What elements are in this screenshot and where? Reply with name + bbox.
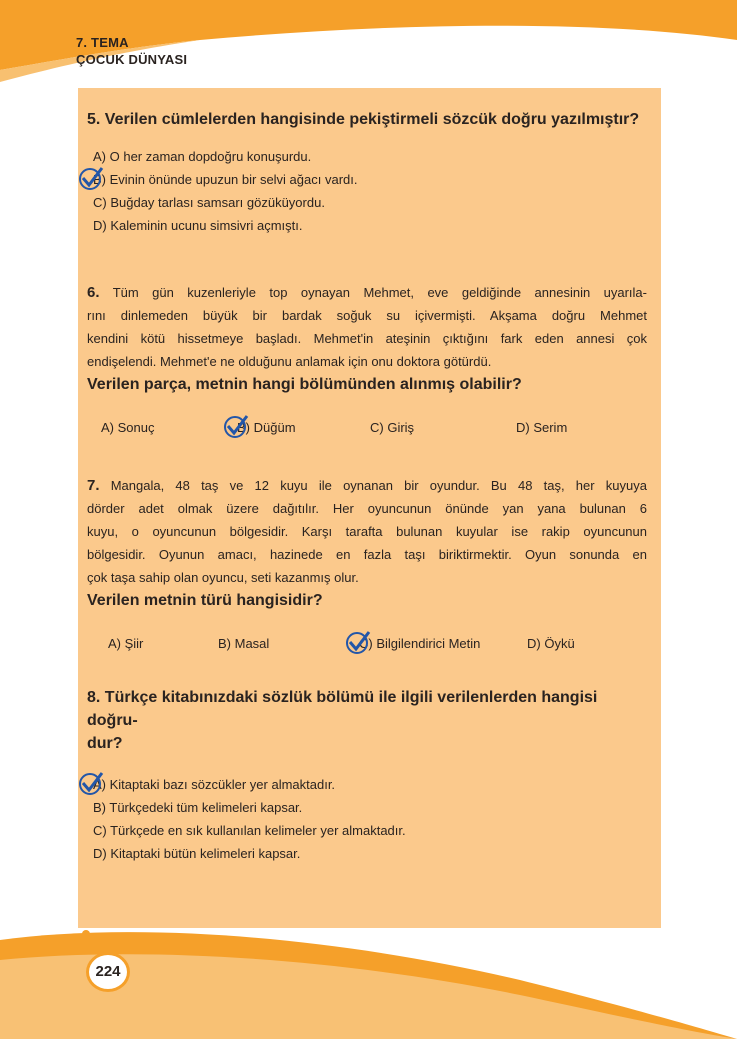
theme-label: 7. TEMA [76, 35, 129, 50]
q6-line-4: endişelendi. Mehmet'e ne olduğunu anlamak için onu doktora götürdü. [87, 354, 492, 369]
q8-option-b[interactable]: B) Türkçedeki tüm kelimeleri kapsar. [93, 800, 303, 815]
q7-option-c-text: C) Bilgilendirici Metin [359, 636, 481, 651]
q8-option-c[interactable]: C) Türkçede en sık kullanılan kelimeler yer almaktadır. [93, 823, 406, 838]
q5-options [87, 145, 647, 237]
q7-line-3: kuyu, o oyuncunun bölgesidir. Karşı tarafta bulunan kuyular ise rakip oyuncunun [87, 524, 647, 539]
q7-options [87, 632, 647, 656]
q8-options [87, 773, 647, 865]
questions [87, 108, 647, 865]
q7-line-4: bölgesidir. Oyunun amacı, hazinede en fazla taşı biriktirmektir. Oyun sonunda en [87, 547, 647, 562]
q5-option-b-text: B) Evinin önünde upuzun bir selvi ağacı vardı. [93, 172, 358, 187]
q6-number: 6. [87, 284, 100, 301]
q6-line-1 [87, 281, 647, 304]
q8-title-line-1: 8. Türkçe kitabınızdaki sözlük bölümü ile ilgili verilenlerden hangisi doğru- [87, 689, 598, 729]
theme-title: ÇOCUK DÜNYASI [76, 52, 188, 67]
q7-line-2: dörder adet olmak üzere dağıtılır. Her oyuncunun önünde yan yana bulunan 6 [87, 501, 647, 516]
q5-option-d[interactable]: D) Kaleminin ucunu simsivri açmıştı. [93, 218, 303, 233]
q7-line-1 [87, 474, 647, 497]
q8-option-a-text: A) Kitaptaki bazı sözcükler yer almaktadır. [93, 777, 336, 792]
question-6 [87, 281, 647, 440]
q6-option-a[interactable]: A) Sonuç [101, 420, 155, 435]
q7-text: Mangala, 48 taş ve 12 kuyu ile oynanan bir oyundur. Bu 48 taş, her kuyuya [110, 478, 647, 493]
q6-line-2: rını dinlemeden büyük bir bardak soğuk su içivermişti. Akşama doğru Mehmet [87, 308, 647, 323]
q7-number: 7. [87, 477, 100, 494]
q8-option-a[interactable] [87, 773, 647, 796]
q6-question: Verilen parça, metnin hangi bölümünden alınmış olabilir? [87, 376, 522, 393]
q7-line-5: çok taşa sahip olan oyuncu, seti kazanmış olur. [87, 570, 359, 585]
q6-option-b[interactable] [237, 416, 296, 439]
q8-title-line-2: dur? [87, 735, 123, 752]
q6-line-3: kendini kötü hissetmeye başladı. Mehmet'in ateşinin çıktığını fark eden annesi çok [87, 331, 647, 346]
page-number: 224 [86, 952, 130, 992]
q5-option-c[interactable]: C) Buğday tarlası samsarı gözüküyordu. [93, 195, 325, 210]
q5-option-a[interactable]: A) O her zaman dopdoğru konuşurdu. [93, 149, 312, 164]
q6-text: Tüm gün kuzenleriyle top oynayan Mehmet, eve geldiğinde annesinin uyarıla- [112, 285, 647, 300]
q5-option-b[interactable] [87, 168, 647, 191]
q5-title: 5. Verilen cümlelerden hangisinde pekiştirmeli sözcük doğru yazılmıştır? [87, 111, 640, 128]
q6-option-d[interactable]: D) Serim [516, 420, 568, 435]
q7-option-a[interactable]: A) Şiir [108, 636, 144, 651]
chapter-header [76, 34, 187, 68]
q6-option-c[interactable]: C) Giriş [370, 420, 415, 435]
q8-option-d[interactable]: D) Kitaptaki bütün kelimeleri kapsar. [93, 846, 301, 861]
q7-option-d[interactable]: D) Öykü [527, 636, 575, 651]
q7-question: Verilen metnin türü hangisidir? [87, 592, 323, 609]
question-7 [87, 474, 647, 656]
q7-option-b[interactable]: B) Masal [218, 636, 270, 651]
question-8 [87, 686, 647, 865]
q6-options [87, 416, 647, 440]
q6-option-b-text: B) Düğüm [237, 420, 296, 435]
q7-option-c[interactable] [359, 632, 480, 655]
question-5 [87, 108, 647, 237]
